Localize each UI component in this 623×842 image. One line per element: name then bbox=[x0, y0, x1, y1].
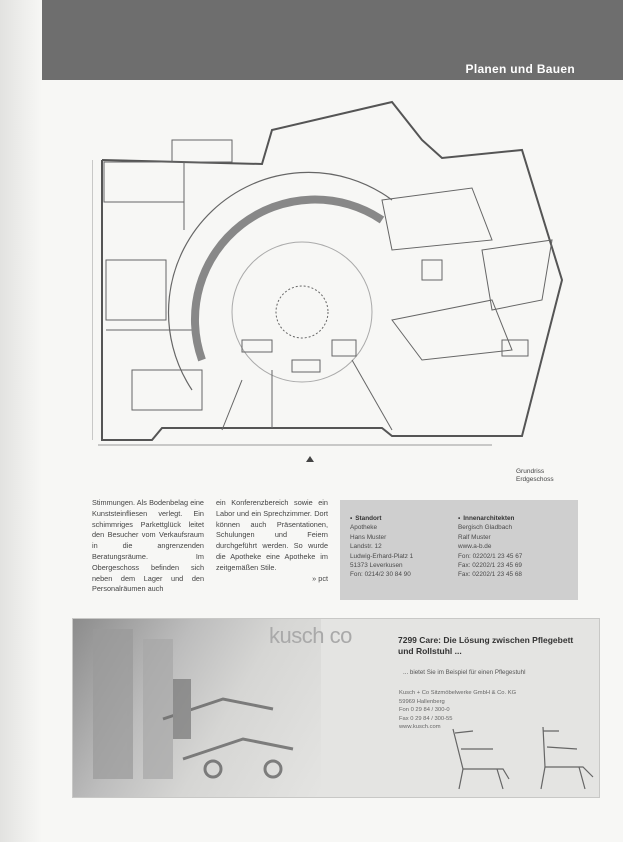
ad-contact-line[interactable]: www.kusch.com bbox=[399, 724, 441, 731]
info-heading: ▪ Innenarchitekten bbox=[458, 514, 576, 523]
section-title: Planen und Bauen bbox=[465, 62, 575, 76]
ad-chair-illustrations bbox=[433, 719, 599, 795]
info-line: www.a-b.de bbox=[458, 543, 492, 551]
info-line: Hans Muster bbox=[350, 533, 387, 541]
ad-contact-line: Kusch + Co Sitzmöbelwerke GmbH & Co. KG bbox=[399, 690, 517, 696]
plan-caption-line: Erdgeschoss bbox=[516, 476, 554, 483]
info-line: Fax: 02202/1 23 45 69 bbox=[458, 562, 522, 570]
article-paragraph: Stimmungen. Als Bodenbelag eine Kunststeinfliesen verlegt. Ein schimmriges Parkettglück leitet den Besucher vom Verkaufsraum in die angrenzenden Beratungsräume. Im Obergeschoss befinden sich neben dem Lager und den Personalräumen auch bbox=[92, 498, 204, 594]
ad-logo-text: kusch co bbox=[269, 623, 352, 648]
advertisement[interactable] bbox=[72, 618, 600, 798]
ad-contact-line: 59969 Hallenberg bbox=[399, 698, 445, 705]
info-line: Landstr. 12 bbox=[350, 543, 382, 551]
info-line: Apotheke bbox=[350, 524, 378, 532]
info-line: Fon: 0214/2 30 84 90 bbox=[350, 571, 411, 579]
info-line: Ludwig-Erhard-Platz 1 bbox=[350, 552, 414, 560]
ad-subline: ... bietet Sie im Beispiel für einen Pflegestuhl bbox=[403, 669, 526, 676]
plan-caption-line: Grundriss bbox=[516, 468, 545, 475]
ad-contact-line: Fax 0 29 84 / 300-55 bbox=[399, 715, 453, 722]
info-box bbox=[340, 500, 578, 600]
plan-caption bbox=[516, 468, 554, 484]
ad-headline: 7299 Care: Die Lösung zwischen Pflegebett und Rollstuhl ... bbox=[398, 635, 574, 656]
author-signature: » pct bbox=[312, 573, 328, 583]
info-line: 51373 Leverkusen bbox=[350, 562, 403, 570]
article-column-2 bbox=[216, 498, 328, 584]
article-column-1 bbox=[92, 498, 204, 595]
ad-logo bbox=[269, 623, 352, 649]
page-binding-shadow bbox=[0, 0, 42, 842]
info-line: Ralf Muster bbox=[458, 533, 491, 541]
floor-plan-drawing bbox=[92, 100, 580, 488]
info-line: Bergisch Gladbach bbox=[458, 524, 512, 532]
info-heading: ▪ Standort bbox=[350, 514, 458, 523]
info-architects bbox=[458, 514, 576, 580]
info-location bbox=[350, 514, 458, 580]
ad-contact-line: Fon 0 29 84 / 300-0 bbox=[399, 707, 450, 714]
info-line: Fax: 02202/1 23 45 68 bbox=[458, 571, 522, 579]
article-paragraph: ein Konferenzbereich sowie ein Labor und ein Sprechzimmer. Dort können auch Präsentationen, Schulungen und Feiern durchgeführt werden. So wurde die Apotheke eine Apotheke im zeitgemäßen Stile. bbox=[216, 498, 328, 572]
info-line: Fon: 02202/1 23 45 67 bbox=[458, 552, 523, 560]
